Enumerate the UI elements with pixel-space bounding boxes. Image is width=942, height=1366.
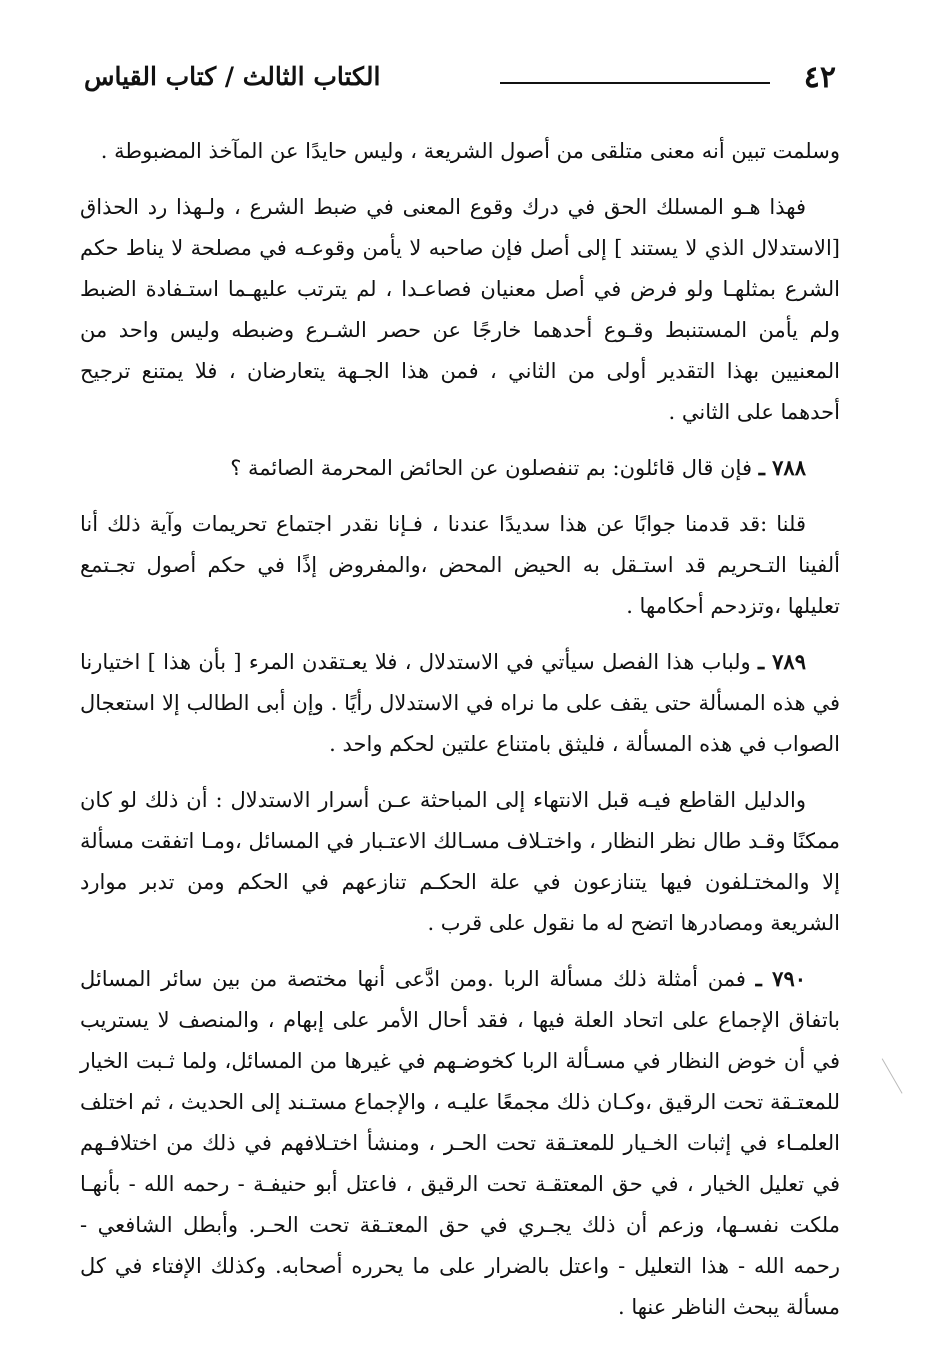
paragraph [80,503,840,627]
running-title: الكتاب الثالث / كتاب القياس [84,62,381,91]
paragraph-790 [80,958,840,1328]
page-number: ٤٢ [803,60,836,95]
paragraph-number: ٧٨٨ ـ [758,455,806,480]
body-text [80,130,840,1342]
paragraph [80,130,840,172]
paragraph-text: فهذا هـو المسلك الحق في درك وقوع المعنى في ضبط الشرع ، ولـهذا رد الحذاق [الاستدلال الذي لا يستند ] إلى أصل فإن صاحبه لا يأمن وقوعـه في مصلحة لا يناط حكم الشرع بمثلهـا ولو فرض في أصل معنيان فصاعـدا ، لم يترتب عليهـما استـفادة الضبط ولم يأمن المستنبط وقـوع أحدهما خارجًا عن حصر الشـرع وضبطه وليس واحد من المعنيين بهذا التقدير أولى من الثاني ، فمن هذا الجـهة يتعارضان ، فلا يمتنع ترجيح أحدهما على الثاني . [80,195,840,424]
page-header [80,60,840,104]
paragraph-number: ٧٩٠ ـ [755,966,807,991]
paragraph-text: والدليل القاطع فيـه قبل الانتهاء إلى المباحثة عـن أسرار الاستدلال : أن ذلك لو كان ممكنًا وقـد طال نظر النظار ، واختـلاف مسـالك الاعتـبار في المسائل ،ومـا اتفقت مسألة إلا والمختـلفون فيها يتنازعون في علة الحكـم تنازعهم في الحكم ومن تدبر موارد الشريعة ومصادرها اتضح له ما نقول على قرب . [80,788,840,935]
paragraph-number: ٧٨٩ ـ [758,649,806,674]
paragraph-789 [80,641,840,765]
scan-margin-mark [882,1046,924,1093]
paragraph-text: فمن أمثلة ذلك مسألة الربا .ومن ادَّعى أنها مختصة من بين سائر المسائل باتفاق الإجماع على اتحاد العلة فيها ، فقد أحال الأمر على إبهام ، والمنصف لا يستريب في أن خوض النظار في مسـألة الربا كخوضـهم في غيرها من المسائل، ولما ثـبت الخيار للمعتـقة تحت الرقيق ،وكـان ذلك مجمعًا عليـه ، والإجماع مستـند إلى الحديث ، ثم اختلف العلمـاء في إثبات الخـيار للمعتـقة تحت الحـر ، ومنشأ اختـلافهم في ذلك من اختلافـهم في تعليل الخيار ، في حق المعتقـة تحت الرقيق ، فاعتل أبو حنيفـة - رحمه الله - بأنهـا ملكت نفسـها، وزعم أن ذلك يجـري في حق المعتـقة تحت الحـر. وأبطل الشافعي - رحمه الله - هذا التعليل - واعتل بالضرار على ما يحرره أصحابه. وكذلك الإفتاء في كل مسألة يبحث الناظر عنها . [80,967,840,1319]
header-rule [500,82,770,84]
paragraph-text: وسلمت تبين أنه معنى متلقى من أصول الشريعة ، وليس حايدًا عن المآخذ المضبوطة . [100,139,840,163]
paragraph-788 [80,447,840,489]
paragraph-text: فإن قال قائلون: بم تنفصلون عن الحائض المحرمة الصائمة ؟ [230,456,752,480]
paragraph [80,186,840,433]
paragraph [80,779,840,944]
paragraph-text: ولباب هذا الفصل سيأتي في الاستدلال ، فلا يعـتقدن المرء [ بأن هذا ] اختيارنا في هذه المسألة حتى يقف على ما نراه في الاستدلال رأيًا . وإن أبى الطالب إلا استعجال الصواب في هذه المسألة ، فليثق بامتناع علتين لحكم واحد . [80,650,840,756]
paragraph-text: قلنا :قد قدمنا جوابًا عن هذا سديدًا عندنا ، فـإنا نقدر اجتماع تحريمات وآية ذلك أنا ألفينا التـحريم قد استـقل به الحيض المحض ،والمفروض إذًا في حكم أصول تجـتمع تعليلها ،وتزدحم أحكامها . [80,512,840,618]
